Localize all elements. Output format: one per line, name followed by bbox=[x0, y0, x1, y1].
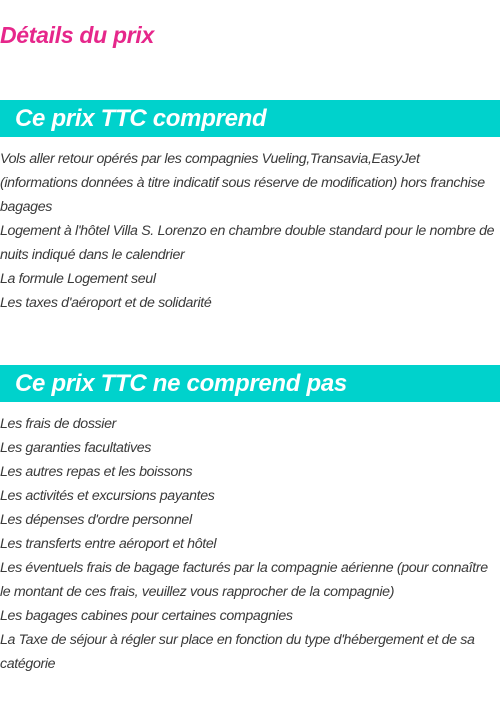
list-item: Logement à l'hôtel Villa S. Lorenzo en chambre double standard pour le nombre de nuits indiqué dans le calendrier bbox=[0, 223, 495, 263]
list-item: Les dépenses d'ordre personnel bbox=[0, 512, 192, 528]
list-item: Vols aller retour opérés par les compagnies Vueling,Transavia,EasyJet (informations données à titre indicatif sous réserve de modification) hors franchise bagages bbox=[0, 151, 485, 215]
list-item: Les activités et excursions payantes bbox=[0, 488, 215, 504]
list-item: Les transferts entre aéroport et hôtel bbox=[0, 536, 217, 552]
includes-section-header: Ce prix TTC comprend bbox=[0, 100, 500, 137]
includes-list bbox=[0, 147, 500, 315]
list-item: La Taxe de séjour à régler sur place en fonction du type d'hébergement et de sa catégorie bbox=[0, 632, 475, 672]
excludes-section-header: Ce prix TTC ne comprend pas bbox=[0, 365, 500, 402]
excludes-list bbox=[0, 412, 500, 676]
list-item: Les bagages cabines pour certaines compagnies bbox=[0, 608, 293, 624]
page-title: Détails du prix bbox=[0, 22, 154, 48]
list-item: Les garanties facultatives bbox=[0, 440, 151, 456]
list-item: Les éventuels frais de bagage facturés par la compagnie aérienne (pour connaître le montant de ces frais, veuillez vous rapprocher de la compagnie) bbox=[0, 560, 488, 600]
list-item: Les autres repas et les boissons bbox=[0, 464, 193, 480]
list-item: Les frais de dossier bbox=[0, 416, 117, 432]
list-item: La formule Logement seul bbox=[0, 271, 156, 287]
list-item: Les taxes d'aéroport et de solidarité bbox=[0, 295, 212, 311]
